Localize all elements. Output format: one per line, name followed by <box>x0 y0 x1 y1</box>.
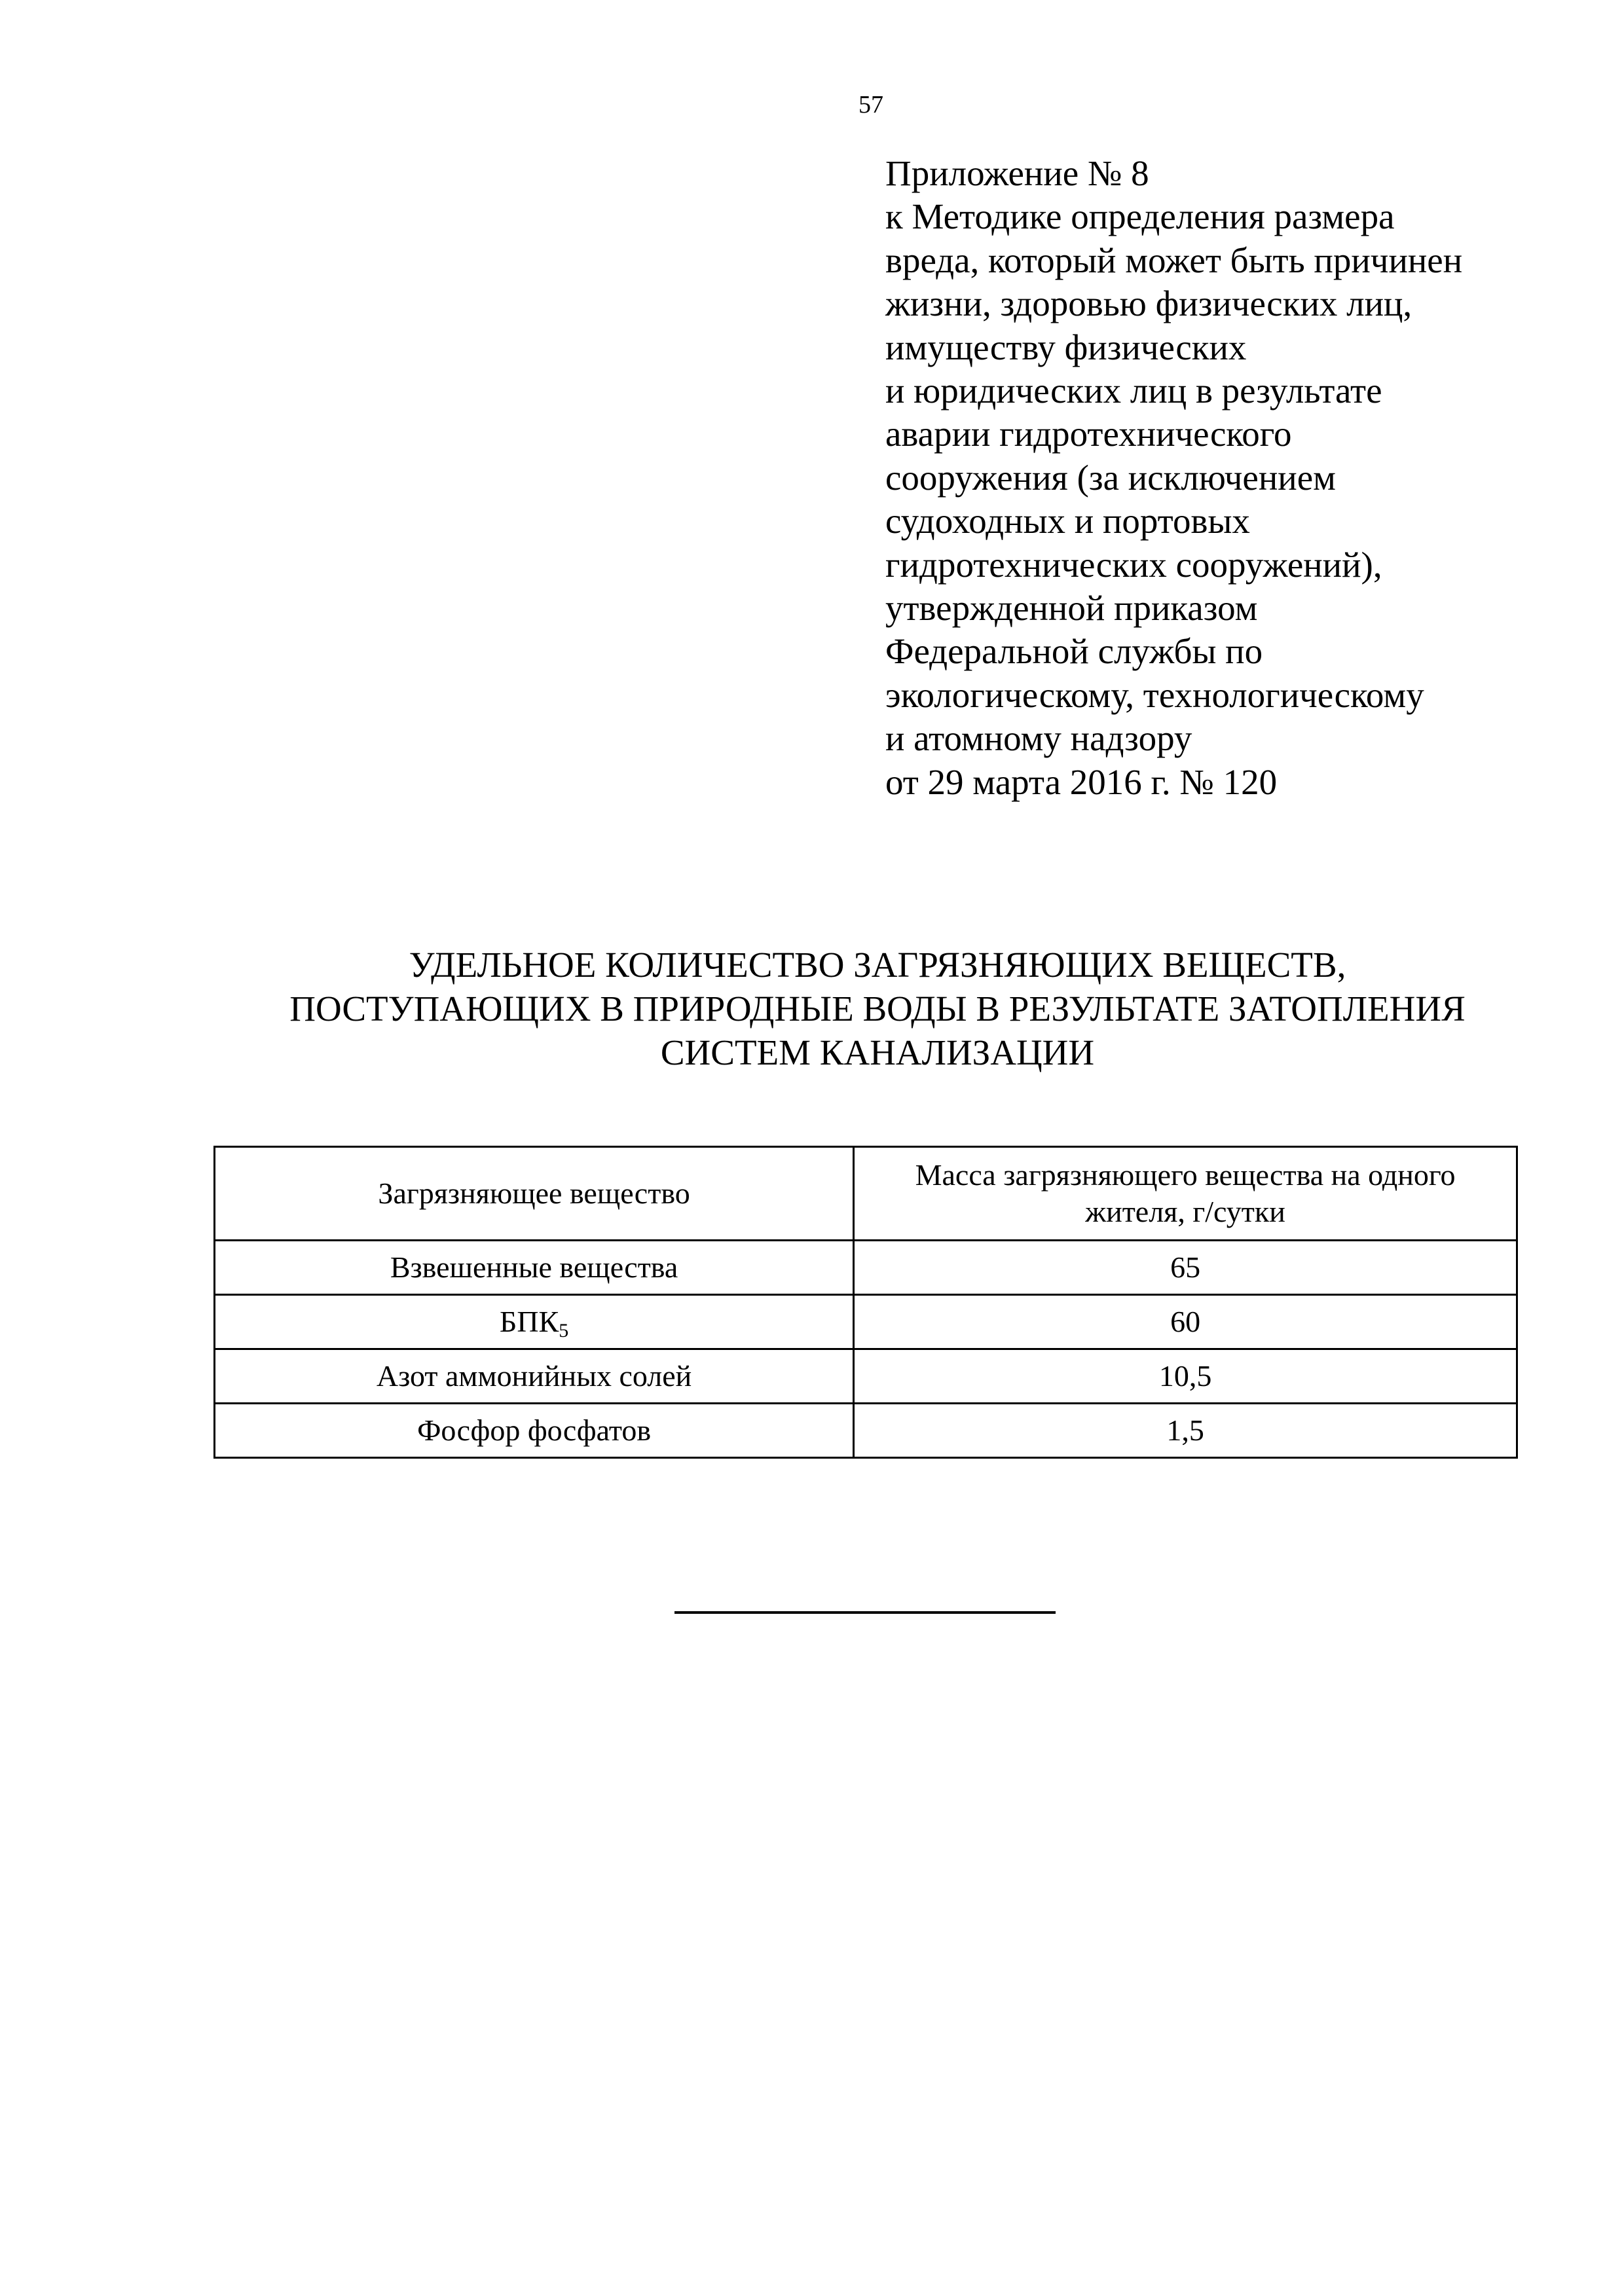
table-row <box>215 1404 1517 1458</box>
appendix-line: к Методике определения размера <box>885 196 1395 237</box>
substance-name: Фосфор фосфатов <box>417 1413 652 1447</box>
title-line: СИСТЕМ КАНАЛИЗАЦИИ <box>660 1032 1095 1072</box>
substance-name: Азот аммонийных солей <box>376 1359 692 1393</box>
cell-substance <box>215 1349 854 1404</box>
page-number: 57 <box>858 91 883 118</box>
appendix-line: судоходных и портовых <box>885 501 1250 541</box>
appendix-line: и атомному надзору <box>885 718 1192 759</box>
appendix-line: имуществу физических <box>885 327 1247 367</box>
appendix-line: гидротехнических сооружений), <box>885 544 1382 585</box>
appendix-line: Приложение № 8 <box>885 153 1149 193</box>
table-row <box>215 1295 1517 1349</box>
title-line: ПОСТУПАЮЩИХ В ПРИРОДНЫЕ ВОДЫ В РЕЗУЛЬТАТЕ ЗАТОПЛЕНИЯ <box>289 989 1466 1029</box>
end-divider <box>674 1611 1056 1614</box>
table-row <box>215 1241 1517 1295</box>
table-header-row <box>215 1147 1517 1241</box>
appendix-line: жизни, здоровью физических лиц, <box>885 283 1412 324</box>
substance-subscript: 5 <box>559 1320 569 1341</box>
appendix-line: и юридических лиц в результате <box>885 371 1382 411</box>
cell-substance <box>215 1404 854 1458</box>
appendix-line: аварии гидротехнического <box>885 414 1292 454</box>
cell-mass: 65 <box>854 1241 1517 1295</box>
header-substance: Загрязняющее вещество <box>215 1147 854 1241</box>
pollutant-table <box>213 1146 1518 1459</box>
appendix-line: от 29 марта 2016 г. № 120 <box>885 761 1278 802</box>
header-mass: Масса загрязняющего вещества на одного жителя, г/сутки <box>854 1147 1517 1241</box>
appendix-line: вреда, который может быть причинен <box>885 240 1463 280</box>
table-row <box>215 1349 1517 1404</box>
cell-mass: 10,5 <box>854 1349 1517 1404</box>
appendix-reference <box>885 152 1540 804</box>
appendix-line: Федеральной службы по <box>885 631 1263 672</box>
appendix-line: экологическому, технологическому <box>885 674 1424 715</box>
document-title <box>131 943 1624 1074</box>
cell-substance <box>215 1295 854 1349</box>
cell-mass: 1,5 <box>854 1404 1517 1458</box>
title-line: УДЕЛЬНОЕ КОЛИЧЕСТВО ЗАГРЯЗНЯЮЩИХ ВЕЩЕСТВ, <box>409 945 1346 985</box>
cell-substance <box>215 1241 854 1295</box>
appendix-line: сооружения (за исключением <box>885 457 1336 498</box>
substance-name: БПК <box>499 1305 559 1338</box>
appendix-line: утвержденной приказом <box>885 588 1258 629</box>
substance-name: Взвешенные вещества <box>390 1250 678 1284</box>
cell-mass: 60 <box>854 1295 1517 1349</box>
